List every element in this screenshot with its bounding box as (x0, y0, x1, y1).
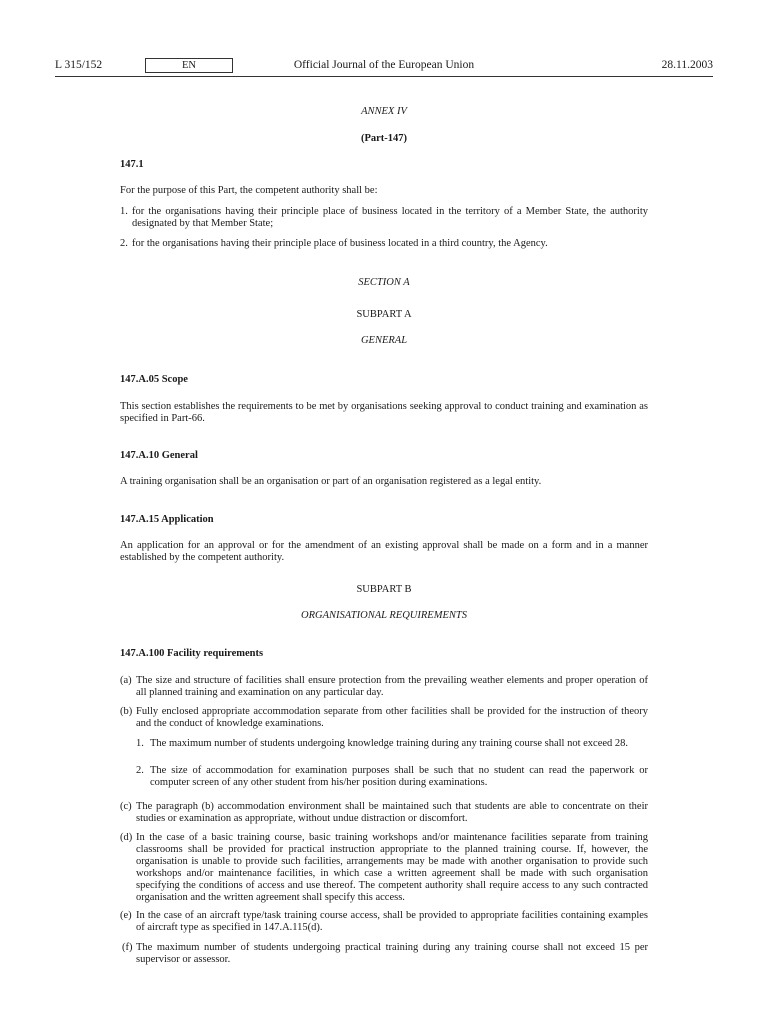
scope-text: This section establishes the requirements to be met by organisations seeking approval to conduct training and examination as specified in Part-66. (120, 401, 648, 424)
header-rule (55, 76, 713, 77)
item-label: (f) (122, 942, 133, 953)
list-number: 1. (120, 206, 128, 217)
item-label: (d) (120, 832, 133, 843)
list-number: 2. (136, 765, 144, 776)
list-item: The size of accommodation for examination purposes shall be such that no student can read the paperwork or computer screen of any other student from his/her position during examinations. (150, 765, 648, 788)
list-item: Fully enclosed appropriate accommodation separate from other facilities shall be provided for the instruction of theory and the conduct of knowledge examinations. (136, 706, 648, 729)
item-label: (c) (120, 801, 132, 812)
application-heading: 147.A.15 Application (120, 514, 214, 525)
page-header (55, 59, 713, 75)
part-title: (Part-147) (360, 133, 408, 144)
list-item: In the case of an aircraft type/task training course access, shall be provided to appropriate facilities containing examples of aircraft type as specified in 147.A.115(d). (136, 910, 648, 933)
list-item: In the case of a basic training course, basic training workshops and/or maintenance facilities separate from training classrooms shall be provided for practical instruction appropriate to the planned training course. If, however, the organisation is unable to provide such facilities, arrangements may be made with another organisation to provide such workshops and/or maintenance facilities, in which case a written agreement shall be made with such organisation specifying the conditions of access and use thereof. The competent authority shall require access to any such contracted organisation and the written agreement shall specify this access. (136, 832, 648, 903)
journal-reference: L 315/152 (55, 59, 103, 71)
org-requirements-heading: ORGANISATIONAL REQUIREMENTS (301, 610, 467, 621)
intro-text: For the purpose of this Part, the competent authority shall be: (120, 185, 378, 196)
list-number: 2. (120, 238, 128, 249)
journal-title: Official Journal of the European Union (293, 59, 475, 71)
item-label: (a) (120, 675, 132, 686)
list-item: The size and structure of facilities shall ensure protection from the prevailing weather elements and proper operation of all planned training and examination on any particular day. (136, 675, 648, 698)
heading-147-1: 147.1 (120, 159, 144, 170)
general-section-text: A training organisation shall be an organisation or part of an organisation registered as a legal entity. (120, 476, 542, 487)
scope-heading: 147.A.05 Scope (120, 374, 188, 385)
subpart-b-heading: SUBPART B (356, 584, 412, 595)
item-label: (b) (120, 706, 133, 717)
publication-date: 28.11.2003 (661, 59, 713, 71)
list-item: The maximum number of students undergoing practical training during any training course shall not exceed 15 per supervisor or assessor. (136, 942, 648, 965)
annex-title: ANNEX IV (361, 106, 407, 117)
facility-requirements-heading: 147.A.100 Facility requirements (120, 648, 264, 659)
list-item: The paragraph (b) accommodation environment shall be maintained such that students are able to concentrate on their studies or examination as appropriate, without undue distraction or discomfort. (136, 801, 648, 824)
general-heading: GENERAL (360, 335, 408, 346)
language-badge: EN (145, 58, 233, 73)
subpart-a-heading: SUBPART A (356, 309, 412, 320)
item-label: (e) (120, 910, 132, 921)
section-a-heading: SECTION A (358, 277, 410, 288)
list-item: The maximum number of students undergoing knowledge training during any training course shall not exceed 28. (150, 738, 629, 749)
list-item: for the organisations having their principle place of business located in a third country, the Agency. (132, 238, 548, 249)
general-section-heading: 147.A.10 General (120, 450, 198, 461)
list-item: for the organisations having their principle place of business located in the territory of a Member State, the authority designated by that Member State; (132, 206, 648, 229)
list-number: 1. (136, 738, 144, 749)
application-text: An application for an approval or for the amendment of an existing approval shall be made on a form and in a manner established by the competent authority. (120, 540, 648, 563)
